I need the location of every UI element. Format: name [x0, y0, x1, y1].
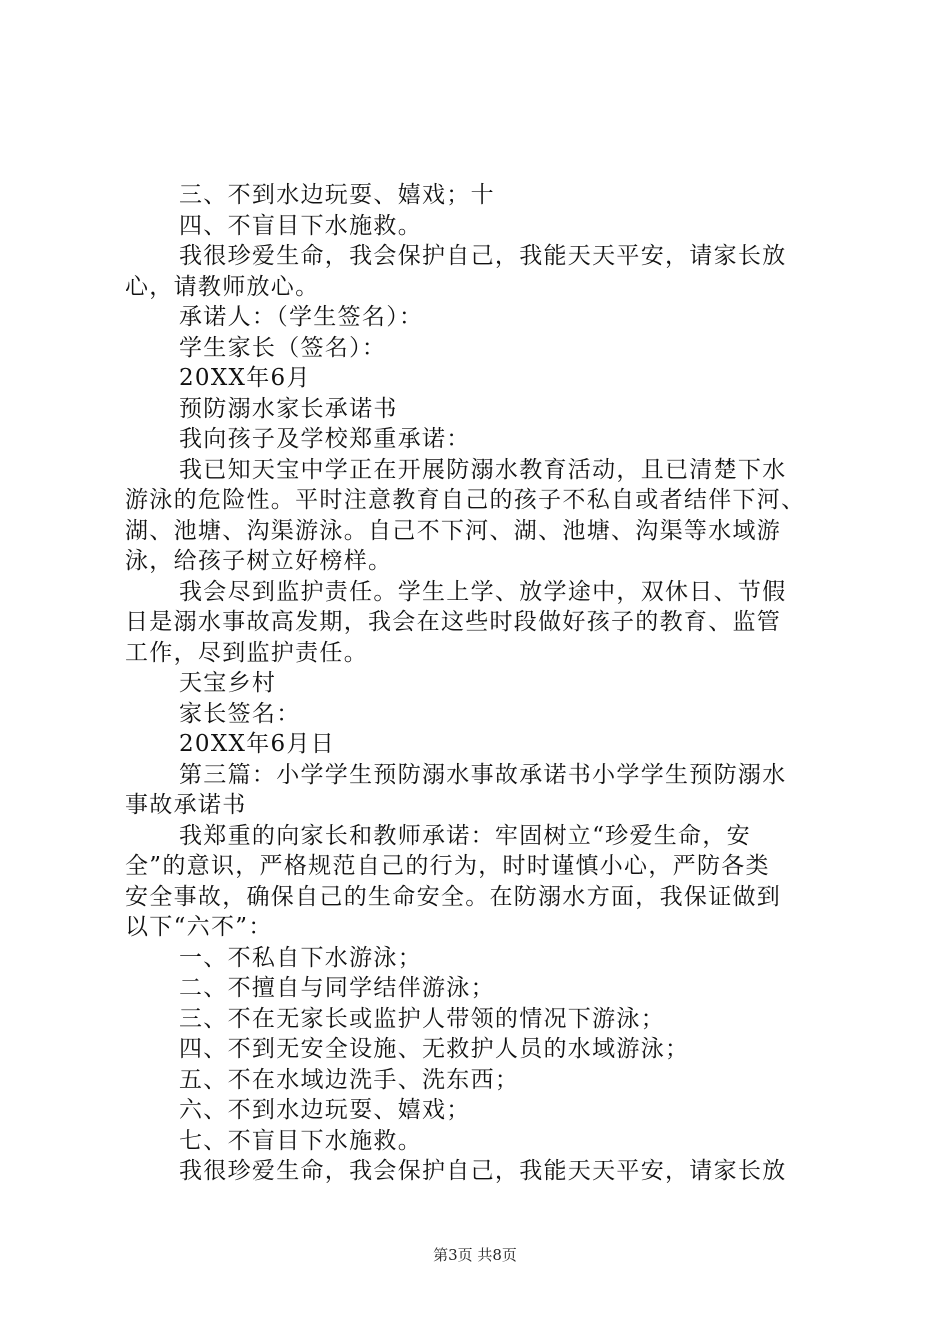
document-line: 天宝乡村: [179, 670, 277, 696]
document-line: 我已知天宝中学正在开展防溺水教育活动，且已清楚下水: [179, 456, 787, 483]
document-line: 心，请教师放心。: [125, 273, 320, 300]
document-line: 六、不到水边玩耍、嬉戏；: [179, 1097, 471, 1123]
document-line: 三、不到水边玩耍、嬉戏；十: [179, 182, 495, 208]
document-line: 学生家长（签名）：: [179, 334, 387, 361]
document-line: 泳，给孩子树立好榜样。: [125, 548, 393, 574]
document-line: 四、不到无安全设施、无救护人员的水域游泳；: [179, 1036, 690, 1062]
document-line: 日是溺水事故高发期，我会在这些时段做好孩子的教育、监管: [125, 609, 782, 635]
document-line: 我很珍爱生命，我会保护自己，我能天天平安，请家长放: [179, 243, 787, 269]
document-line: 七、不盲目下水施救。: [179, 1127, 422, 1154]
document-line: 事故承诺书: [125, 792, 247, 818]
document-line: 游泳的危险性。平时注意教育自己的孩子不私自或者结伴下河、: [125, 487, 806, 513]
document-line: 20XX年6月日: [179, 731, 336, 757]
page-footer: 第3页 共8页: [433, 1246, 517, 1264]
document-line: 安全事故，确保自己的生命安全。在防溺水方面，我保证做到: [125, 883, 782, 910]
document-line: 以下“六不”：: [125, 914, 273, 940]
document-line: 湖、池塘、沟渠游泳。自己不下河、湖、池塘、沟渠等水域游: [125, 517, 782, 544]
document-body: [125, 180, 835, 1187]
document-line: 五、不在水域边洗手、洗东西；: [179, 1066, 520, 1093]
document-line: 工作，尽到监护责任。: [125, 639, 368, 666]
document-line: 我郑重的向家长和教师承诺：牢固树立“珍爱生命，安: [179, 822, 751, 849]
document-line: 一、不私自下水游泳；: [179, 944, 422, 971]
document-line: 我很珍爱生命，我会保护自己，我能天天平安，请家长放: [179, 1158, 787, 1184]
document-line: 预防溺水家长承诺书: [179, 395, 398, 422]
document-line: 四、不盲目下水施救。: [179, 212, 422, 239]
document-line: 第三篇：小学学生预防溺水事故承诺书小学学生预防溺水: [179, 761, 787, 788]
document-line: 承诺人：（学生签名）：: [179, 304, 424, 330]
document-line: 20XX年6月: [179, 365, 311, 391]
document-line: 三、不在无家长或监护人带领的情况下游泳；: [179, 1005, 665, 1032]
document-line: 我向孩子及学校郑重承诺：: [179, 426, 471, 452]
document-line: 我会尽到监护责任。学生上学、放学途中，双休日、节假: [179, 578, 787, 605]
document-line: 家长签名：: [179, 700, 301, 727]
document-line: 二、不擅自与同学结伴游泳；: [179, 975, 495, 1001]
document-line: 全”的意识，严格规范自己的行为，时时谨慎小心，严防各类: [125, 853, 770, 879]
